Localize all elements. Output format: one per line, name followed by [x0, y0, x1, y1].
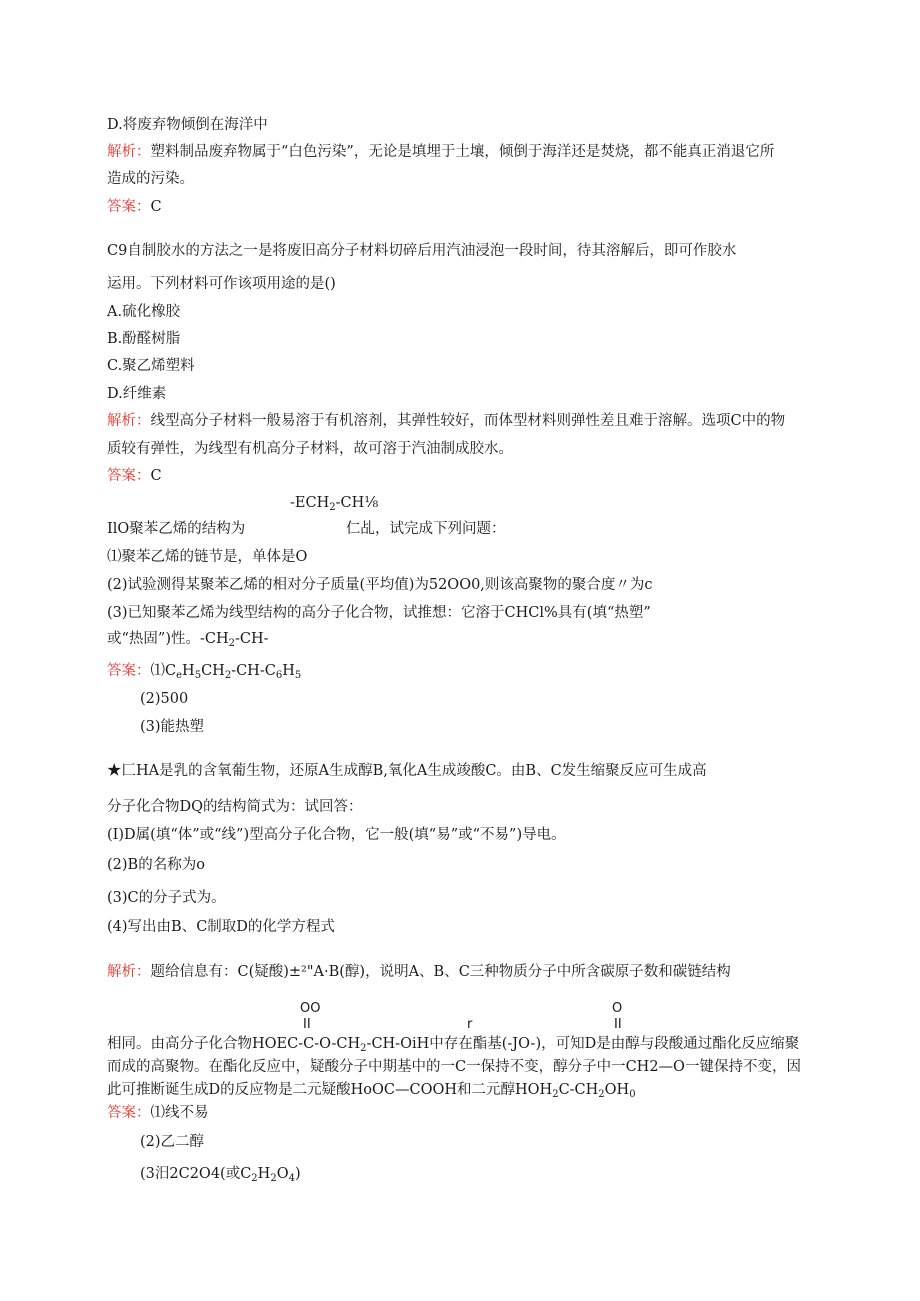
- answer-value: C: [150, 199, 162, 215]
- q8-analysis-line-1: [107, 143, 774, 161]
- q11-answer-1: 答案：⑴线不易: [107, 1105, 209, 1121]
- q10-part-3-line-2: 或“热固”)性。$-CH_2-CH-$: [107, 631, 269, 649]
- q11-part-4: (4)写出由B、C制取D的化学方程式: [107, 919, 335, 935]
- q11-double-bond-left: II: [303, 1017, 311, 1032]
- q8-answer: [107, 198, 162, 216]
- q11-carbonyl-o-right: O: [612, 1001, 623, 1016]
- q11-part-3: (3)C的分子式为。: [107, 890, 226, 906]
- analysis-label: 解析：: [107, 144, 151, 160]
- q10-part-2: (2)试验测得某聚苯乙烯的相对分子质量(平均值)为52OO0,则该高聚物的聚合度〃为c: [107, 577, 653, 593]
- q11-double-bond-right: II: [614, 1017, 622, 1032]
- q10-part-1: ⑴聚苯乙烯的链节是，单体是O: [107, 549, 308, 565]
- analysis-label: 解析：: [107, 413, 151, 429]
- q10-answer-3: (3)能热塑: [140, 719, 205, 735]
- q9-answer: [107, 467, 162, 485]
- q11-carbonyl-o-left: OO: [300, 1001, 321, 1016]
- q11-stem-line-2: 分子化合物DQ的结构简式为：试回答：: [107, 799, 363, 815]
- q11-analysis-line-3: 而成的高聚物。在酯化反应中，疑酸分子中期基中的一C一保持不变，醇分子中一CH2—O一键保持不变，因: [107, 1059, 801, 1075]
- q9-option-c: C.聚乙烯塑料: [107, 358, 195, 374]
- q8-analysis-line-2: 造成的污染。: [107, 171, 194, 187]
- q10-answer-1: 答案：$⑴C_eH_5CH_2-CH-C_6H_5$: [107, 663, 302, 681]
- q9-option-d: D.纤维素: [107, 386, 167, 402]
- answer-label: 答案：: [107, 468, 151, 484]
- q9-analysis-line-2: 质较有弹性，为线型有机高分子材料，故可溶于汽油制成胶水。: [107, 441, 513, 457]
- q10-answer-2: (2)500: [140, 691, 189, 707]
- q10-structure-formula: $-ECH_2$-CH⅛: [290, 495, 379, 513]
- q10-stem-right: 仁乩，试完成下列问题：: [346, 521, 506, 537]
- q10-part-3-line-1: (3)已知聚苯乙烯为线型结构的高分子化合物，试推想：它溶于CHCl%具有(填“热塑”: [107, 605, 651, 621]
- answer-label: 答案：: [107, 663, 151, 679]
- q8-option-d: D.将废弃物倾倒在海洋中: [107, 117, 268, 133]
- q9-option-b: B.酚醛树脂: [107, 331, 181, 347]
- answer-value: C: [150, 468, 162, 484]
- q11-answer-3: (3汨2C2O4(或$C_2H_2O_4$): [140, 1166, 301, 1184]
- q11-analysis-line-2: 相同。由高分子化合物HOEC-$C-O-CH_2-CH$-OiH中存在酯基(-JO-)，可知D是由醇与段酸通过酯化反应缩聚: [107, 1036, 800, 1054]
- answer-label: 答案：: [107, 199, 151, 215]
- analysis-text: 题给信息有：C(疑酸)±²"A·B(醇)，说明A、B、C三种物质分子中所含碳原子数和碳链结构: [150, 964, 731, 980]
- q11-analysis-line-4: 此可推断诞生成D的反应物是二元疑酸HoOC—COOH和二元醇$HOH_2C-CH_2OH_0$: [107, 1082, 636, 1100]
- q9-analysis-line-1: [107, 412, 785, 430]
- analysis-text: 塑料制品废弃物属于“白色污染”，无论是填埋于土壤，倾倒于海洋还是焚烧，都不能真正消退它所: [150, 144, 775, 160]
- analysis-label: 解析：: [107, 964, 151, 980]
- q9-stem-line-2: 运用。下列材料可作该项用途的是(): [107, 276, 336, 292]
- answer-label: 答案：: [107, 1105, 151, 1121]
- q11-answer-2: (2)乙二醇: [140, 1134, 205, 1150]
- q11-part-1: (I)D属(填“体”或“线”)型高分子化合物，它一般(填“易”或“不易”)导电。: [107, 827, 566, 843]
- analysis-text: 线型高分子材料一般易溶于有机溶剂，其弹性较好，而体型材料则弹性差且难于溶解。选项C中的物: [150, 413, 786, 429]
- q9-option-a: A.硫化橡胶: [107, 304, 181, 320]
- q11-analysis-line-1: [107, 963, 731, 981]
- q11-part-2: (2)B的名称为o: [107, 857, 205, 873]
- q11-bond-mark-middle: r: [467, 1017, 473, 1032]
- q10-stem-left: IlO聚苯乙烯的结构为: [107, 521, 246, 537]
- q9-stem-line-1: C9自制胶水的方法之一是将废旧高分子材料切碎后用汽油浸泡一段时间，待其溶解后，即可作胶水: [107, 243, 737, 259]
- q11-stem-line-1: ★匚HA是乳的含氧葡生物，还原A生成醇B,氧化A生成竣酸C。由B、C发生缩聚反应可生成高: [107, 763, 707, 779]
